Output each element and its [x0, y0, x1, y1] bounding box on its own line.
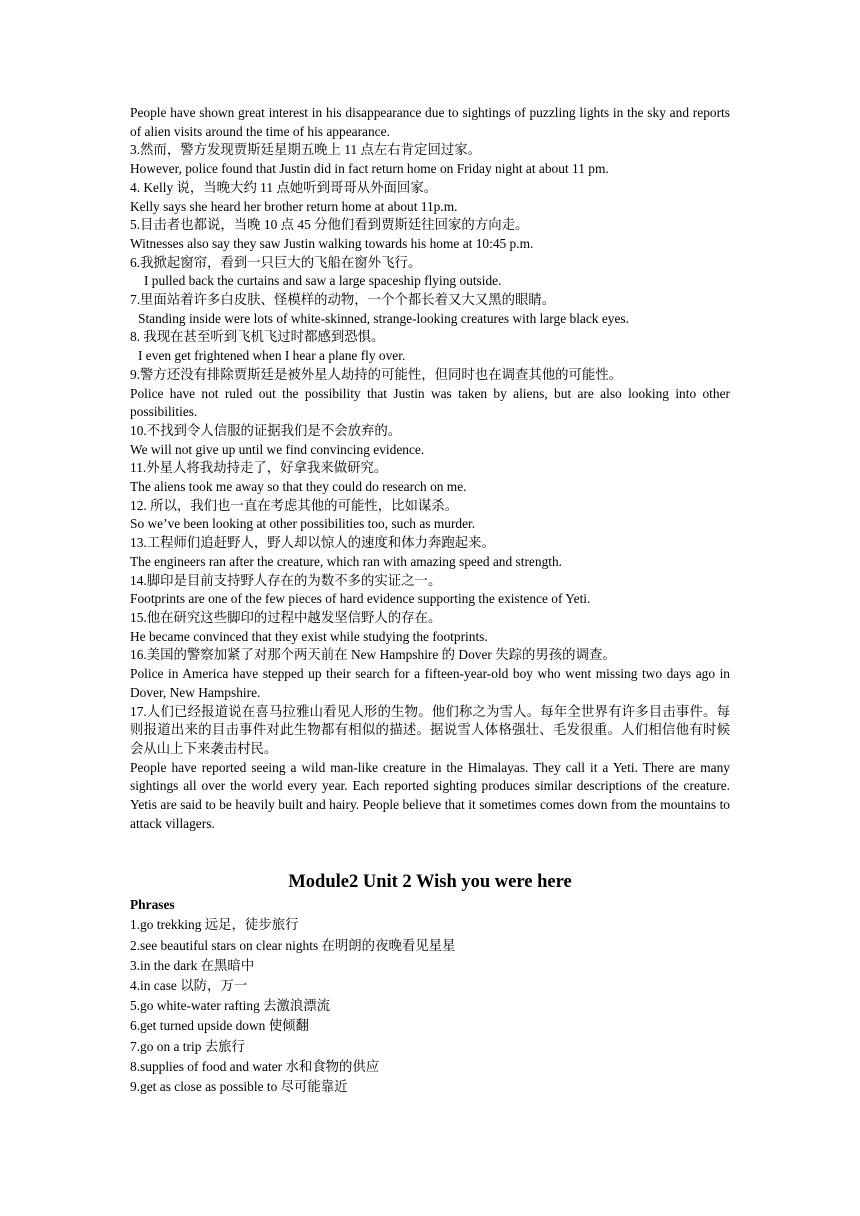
sentence-4-cn: 4. Kelly 说，当晚大约 11 点她听到哥哥从外面回家。 [130, 179, 438, 195]
sentence-15-en: He became convinced that they exist while studying the footprints. [130, 628, 488, 644]
sentence-13-cn: 13.工程师们追赶野人，野人却以惊人的速度和体力奔跑起来。 [130, 535, 495, 551]
sentence-8-en: I even get frightened when I hear a plane fly over. [138, 348, 406, 364]
phrase-item: 6.get turned upside down 使倾翻 [130, 1018, 309, 1034]
module-title: Module2 Unit 2 Wish you were here [288, 872, 572, 893]
document-page [130, 104, 730, 1097]
sentence-4-en: Kelly says she heard her brother return home at about 11p.m. [130, 198, 458, 214]
sentence-8-cn: 8. 我现在甚至听到飞机飞过时都感到恐惧。 [130, 329, 385, 345]
sentence-6-en: I pulled back the curtains and saw a large spaceship flying outside. [144, 273, 502, 289]
sentence-15-cn: 15.他在研究这些脚印的过程中越发坚信野人的存在。 [130, 609, 442, 625]
intro-paragraph: People have shown great interest in his disappearance due to sightings of puzzling lights in the sky and reports of alien visits around the time of his appearance. [130, 105, 730, 139]
phrase-item: 7.go on a trip 去旅行 [130, 1038, 245, 1054]
sentence-5-en: Witnesses also say they saw Justin walking towards his home at 10:45 p.m. [130, 235, 534, 251]
sentence-10-cn: 10.不找到令人信服的证据我们是不会放弃的。 [130, 422, 402, 438]
sentence-12-cn: 12. 所以，我们也一直在考虑其他的可能性，比如谋杀。 [130, 497, 459, 513]
sentence-17-en: People have reported seeing a wild man-like creature in the Himalayas. They call it a Yeti. There are many sightings all over the world every year. Each reported sighting produces similar descriptions of the creature. Yetis are said to be heavily built and hairy. People believe that it sometimes comes down from the mountains to attack villagers. [130, 759, 730, 831]
sentence-14-cn: 14.脚印是目前支持野人存在的为数不多的实证之一。 [130, 572, 442, 588]
sentence-7-cn: 7.里面站着许多白皮肤、怪模样的动物，一个个都长着又大又黑的眼睛。 [130, 292, 556, 308]
sentence-3-en: However, police found that Justin did in fact return home on Friday night at about 11 pm. [130, 161, 609, 177]
sentence-6-cn: 6.我掀起窗帘，看到一只巨大的飞船在窗外飞行。 [130, 254, 422, 270]
phrase-item: 2.see beautiful stars on clear nights 在明朗的夜晚看见星星 [130, 937, 456, 953]
phrase-item: 3.in the dark 在黑暗中 [130, 957, 255, 973]
sentence-16-cn: 16.美国的警察加紧了对那个两天前在 New Hampshire 的 Dover 失踪的男孩的调查。 [130, 647, 616, 663]
phrase-item: 9.get as close as possible to 尽可能靠近 [130, 1079, 348, 1095]
phrases-heading: Phrases [130, 897, 175, 913]
sentence-11-en: The aliens took me away so that they could do research on me. [130, 479, 467, 495]
sentence-9-cn: 9.警方还没有排除贾斯廷是被外星人劫持的可能性，但同时也在调查其他的可能性。 [130, 366, 623, 382]
sentence-9-en: Police have not ruled out the possibility that Justin was taken by aliens, but are also looking into other possibilities. [130, 385, 730, 420]
phrase-item: 8.supplies of food and water 水和食物的供应 [130, 1058, 380, 1074]
sentence-17-cn: 17.人们已经报道说在喜马拉雅山看见人形的生物。他们称之为雪人。每年全世界有许多目击事件。每则报道出来的目击事件对此生物都有相似的描述。据说雪人体格强壮、毛发很重。人们相信他有时候会从山上下来袭击村民。 [130, 703, 730, 756]
sentence-13-en: The engineers ran after the creature, which ran with amazing speed and strength. [130, 553, 563, 569]
sentence-11-cn: 11.外星人将我劫持走了，好拿我来做研究。 [130, 460, 388, 476]
sentence-10-en: We will not give up until we find convincing evidence. [130, 441, 425, 457]
sentence-5-cn: 5.目击者也都说，当晚 10 点 45 分他们看到贾斯廷往回家的方向走。 [130, 217, 529, 233]
section-gap [130, 833, 730, 869]
sentence-7-en: Standing inside were lots of white-skinned, strange-looking creatures with large black eyes. [138, 310, 629, 326]
sentence-12-en: So we’ve been looking at other possibilities too, such as murder. [130, 516, 476, 532]
sentence-14-en: Footprints are one of the few pieces of hard evidence supporting the existence of Yeti. [130, 591, 591, 607]
sentence-16-en: Police in America have stepped up their search for a fifteen-year-old boy who went missing two days ago in Dover, New Hampshire. [130, 666, 730, 700]
phrase-item: 4.in case 以防，万一 [130, 978, 248, 994]
phrase-item: 5.go white-water rafting 去激浪漂流 [130, 998, 331, 1014]
phrase-item: 1.go trekking 远足，徒步旅行 [130, 917, 299, 933]
sentence-3-cn: 3.然而，警方发现贾斯廷星期五晚上 11 点左右肯定回过家。 [130, 142, 482, 158]
